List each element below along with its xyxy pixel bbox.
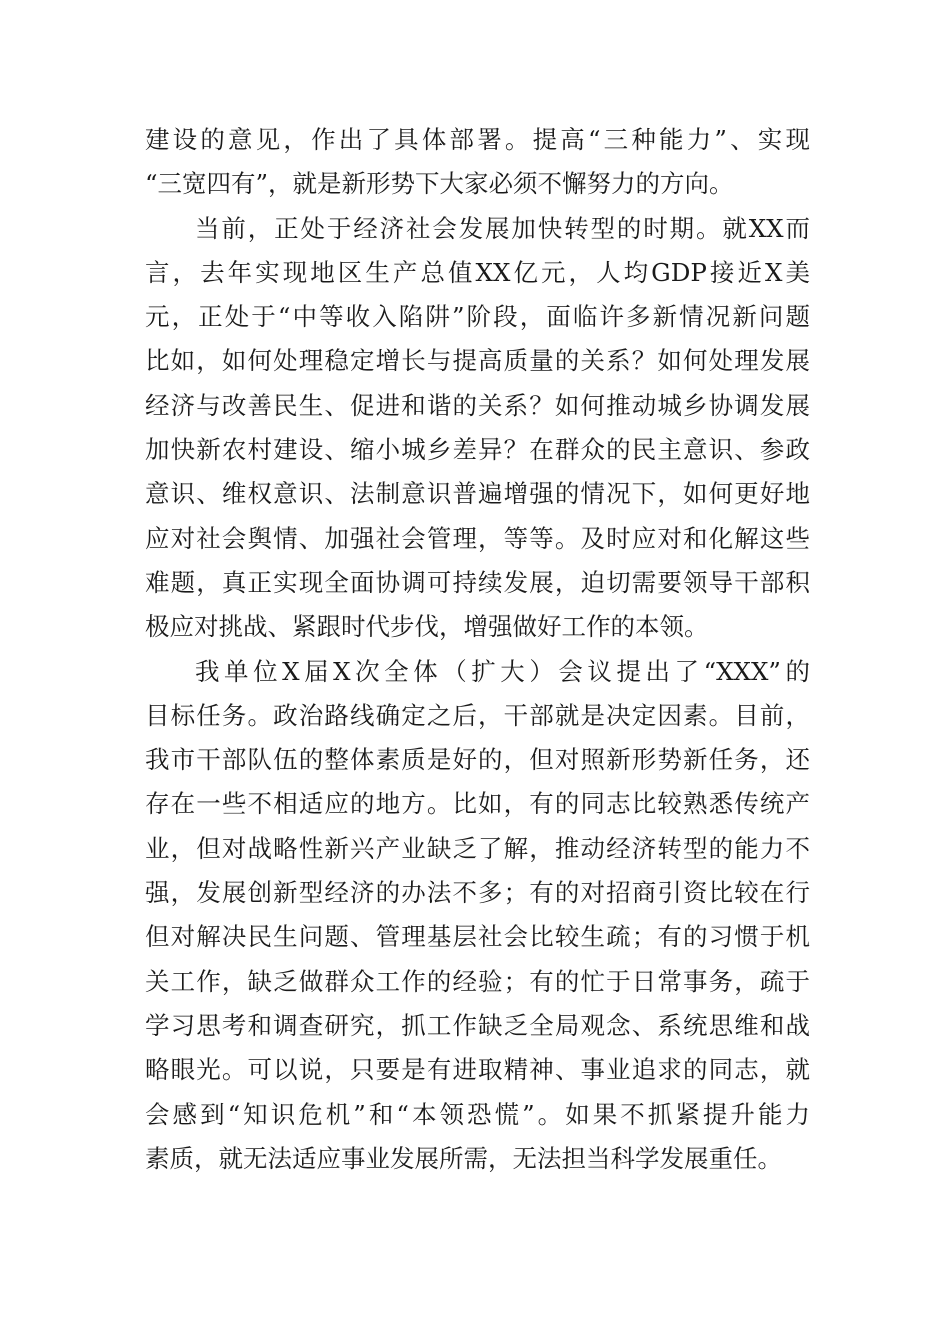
paragraph-2: [145, 207, 810, 650]
text-line: 比如，如何处理稳定增长与提高质量的关系？如何处理发展: [145, 346, 810, 376]
text-line: 当前，正处于经济社会发展加快转型的时期。就XX而: [195, 213, 810, 243]
text-line: 极应对挑战、紧跟时代步伐，增强做好工作的本领。: [145, 612, 709, 642]
text-line: 存在一些不相适应的地方。比如，有的同志比较熟悉传统产: [145, 789, 810, 819]
text-line: 经济与改善民生、促进和谐的关系？如何推动城乡协调发展: [145, 390, 810, 420]
text-line: 略眼光。可以说，只要是有进取精神、事业追求的同志，就: [145, 1055, 810, 1085]
text-line: “三宽四有”，就是新形势下大家必须不懈努力的方向。: [145, 169, 734, 199]
text-line: 业，但对战略性新兴产业缺乏了解，推动经济转型的能力不: [145, 833, 810, 863]
text-line: 强，发展创新型经济的办法不多；有的对招商引资比较在行: [145, 878, 810, 908]
text-line: 关工作，缺乏做群众工作的经验；有的忙于日常事务，疏于: [145, 966, 810, 996]
text-line: 我单位X届X次全体（扩大）会议提出了“XXX”的: [195, 656, 810, 686]
paragraph-1: [145, 118, 810, 207]
text-line: 素质，就无法适应事业发展所需，无法担当科学发展重任。: [145, 1143, 782, 1173]
text-line: 学习思考和调查研究，抓工作缺乏全局观念、系统思维和战: [145, 1010, 810, 1040]
text-line: 我市干部队伍的整体素质是好的，但对照新形势新任务，还: [145, 745, 810, 775]
text-line: 言，去年实现地区生产总值XX亿元，人均GDP接近X美: [145, 257, 810, 287]
text-line: 意识、维权意识、法制意识普遍增强的情况下，如何更好地: [145, 479, 810, 509]
text-line: 会感到“知识危机”和“本领恐慌”。如果不抓紧提升能力: [145, 1099, 810, 1129]
text-line: 加快新农村建设、缩小城乡差异？在群众的民主意识、参政: [145, 435, 810, 465]
paragraph-3: [145, 650, 810, 1182]
text-line: 但对解决民生问题、管理基层社会比较生疏；有的习惯于机: [145, 922, 810, 952]
text-line: 元，正处于“中等收入陷阱”阶段，面临许多新情况新问题: [145, 302, 810, 332]
body-text: [145, 118, 810, 1181]
text-line: 目标任务。政治路线确定之后，干部就是决定因素。目前，: [145, 700, 810, 730]
text-line: 难题，真正实现全面协调可持续发展，迫切需要领导干部积: [145, 567, 810, 597]
text-line: 应对社会舆情、加强社会管理，等等。及时应对和化解这些: [145, 523, 810, 553]
text-line: 建设的意见，作出了具体部署。提高“三种能力”、实现: [145, 125, 810, 154]
